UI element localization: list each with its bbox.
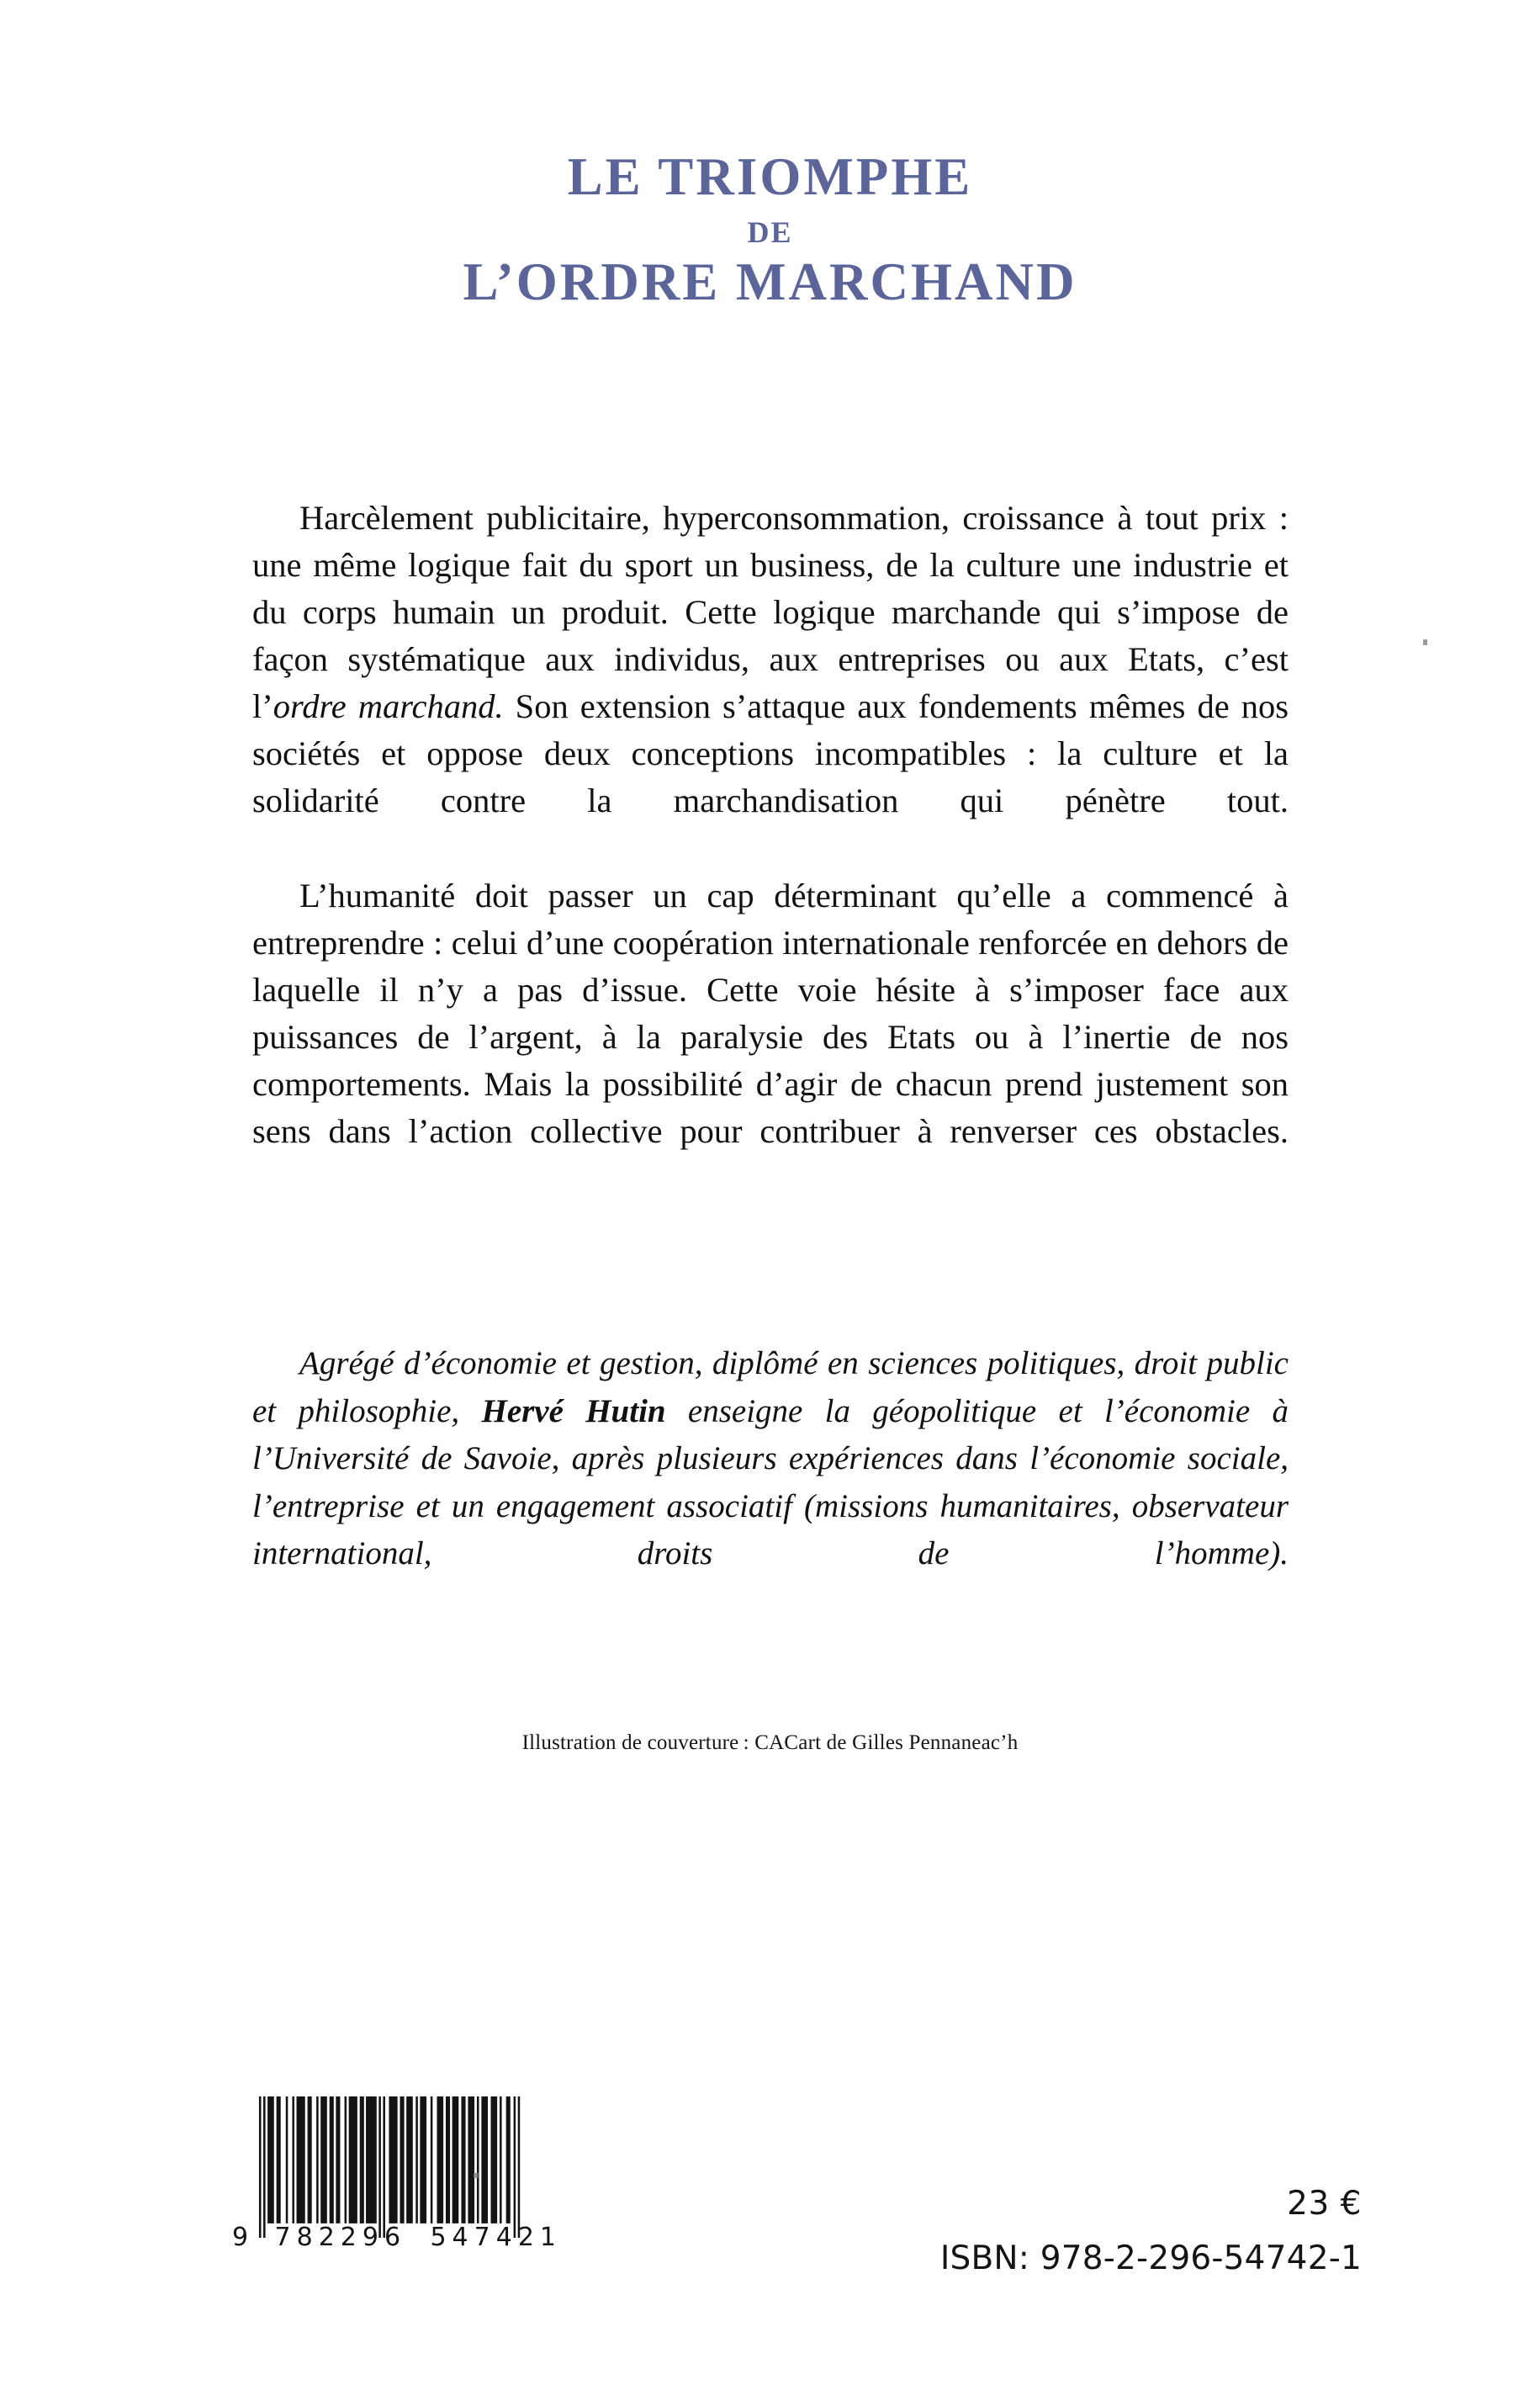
author-bio-text-after-name: enseigne la géopolitique et l’économie à l’Université de Savoie, après plusieurs expériences dans l’économie sociale, l’entreprise et un engagement associatif (missions humanitaires, observateur international, droits de l’homme). — [252, 1392, 1289, 1572]
author-bio-text-before-name: Agrégé d’économie et gestion, diplômé en sciences politiques, droit public et philosophie, — [252, 1345, 1289, 1429]
scan-artifact-speck — [1423, 639, 1427, 645]
barcode-right-group: 547421 — [430, 2223, 562, 2252]
barcode-human-readable-digits — [232, 2223, 562, 2252]
blurb-p1-text-before-italic: Harcèlement publicitaire, hyperconsommation, croissance à tout prix : une même logique fait du sport un business, de la culture une industrie et du corps humain un produit. Cette logique marchande qui s’impose de façon systématique aux individus, aux entreprises ou aux Etats, c’est l’ — [252, 499, 1289, 726]
book-title-connector-de: DE — [747, 215, 793, 249]
blurb-p1-text-after-italic: Son extension s’attaque aux fondements mêmes de nos sociétés et oppose deux conceptions incompatibles : la culture et la solidarité contre la marchandisation qui pénètre tout. — [252, 687, 1289, 820]
scan-artifact-speck — [474, 2173, 479, 2178]
barcode-block — [232, 2096, 562, 2260]
book-title-line-3: L’ORDRE MARCHAND — [463, 252, 1077, 312]
ean13-barcode-icon — [246, 2096, 548, 2238]
isbn-label: ISBN: 978-2-296-54742-1 — [939, 2239, 1362, 2277]
book-title-block — [0, 147, 1540, 312]
book-title-line-1: LE TRIOMPHE — [567, 147, 973, 206]
blurb-p1-italic-term: ordre marchand. — [273, 687, 504, 726]
barcode-lead-digit: 9 — [232, 2223, 250, 2252]
blurb-paragraph-1 — [252, 495, 1289, 872]
barcode-left-group: 782296 — [274, 2223, 407, 2252]
author-biography — [252, 1340, 1289, 1625]
price-and-isbn-block — [940, 2184, 1362, 2280]
cover-illustration-credit: Illustration de couverture : CACart de Gilles Pennaneac’h — [521, 1731, 1019, 1754]
blurb-paragraph-2: L’humanité doit passer un cap déterminant qu’elle a commencé à entreprendre : celui d’une coopération internationale renforcée en dehors de laquelle il n’y a pas d’issue. Cette voie hésite à s’imposer face aux puissances de l’argent, à la paralysie des Etats ou à l’inertie de nos comportements. Mais la possibilité d’agir de chacun prend justement son sens dans l’action collective pour contribuer à renverser ces obstacles. — [252, 876, 1289, 1151]
price-label: 23 € — [1287, 2185, 1362, 2223]
author-bio-paragraph — [252, 1340, 1289, 1625]
book-blurb — [252, 495, 1289, 1202]
author-name: Hervé Hutin — [481, 1392, 666, 1429]
